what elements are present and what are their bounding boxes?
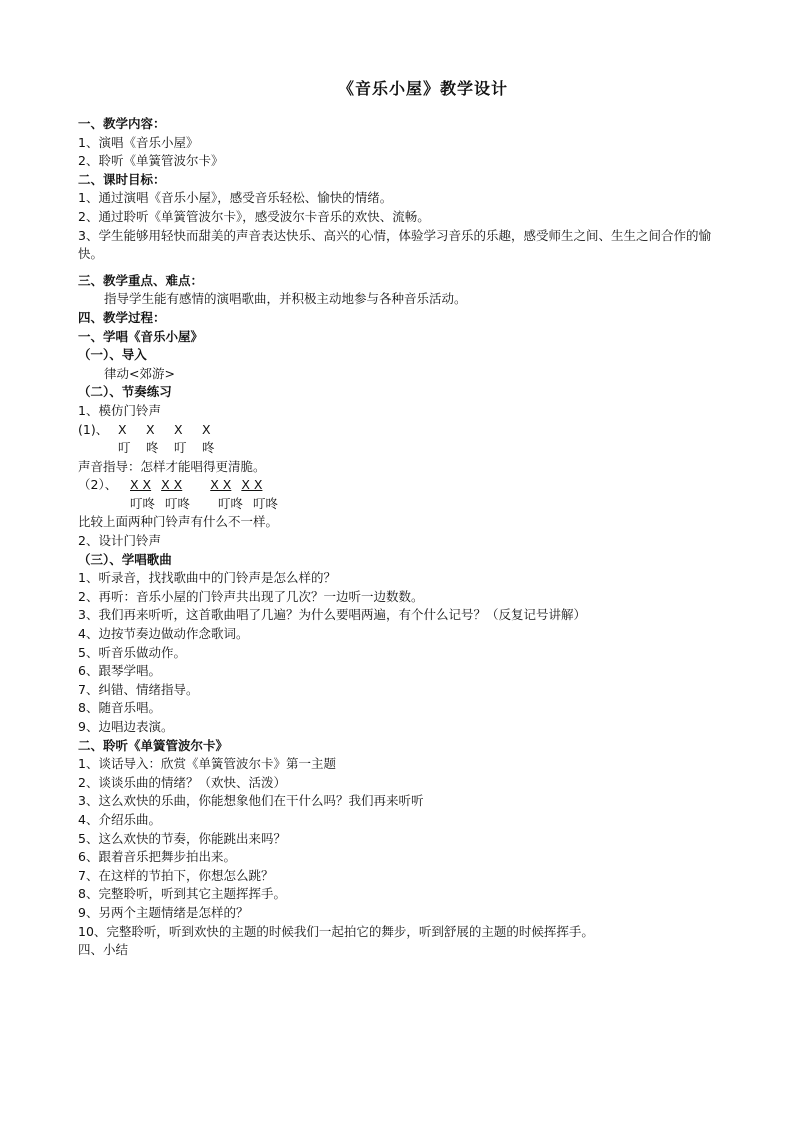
rhythm-lyric: 叮 [118,440,131,456]
rhythm-lyrics-2 [78,495,728,514]
rhythm-notation-1 [78,421,728,440]
rhythm-lyric: 叮咚 [130,495,156,511]
goal-item: 1、通过演唱《音乐小屋》，感受音乐轻松、愉快的情绪。 [78,190,393,206]
rhythm-lyric: 叮 [174,440,187,456]
rhythm-label: （2）、 [78,477,118,493]
rhythm-lyrics-1 [78,439,728,458]
section-heading-goals: 二、课时目标： [78,171,166,187]
rhythm-note-group: X X [161,477,183,493]
rhythm-item: 2、设计门铃声 [78,533,161,549]
rhythm-note: X [146,421,155,437]
learn-item: 3、我们再来听听，这首歌曲唱了几遍？为什么要唱两遍，有个什么记号？（反复记号讲解） [78,607,586,623]
learn-item: 6、跟琴学唱。 [78,663,161,679]
compare-text: 比较上面两种门铃声有什么不一样。 [78,514,279,530]
rhythm-item: 1、模仿门铃声 [78,402,161,418]
learn-item: 5、听音乐做动作。 [78,644,186,660]
listen-item: 10、完整聆听，听到欢快的主题的时候我们一起拍它的舞步，听到舒展的主题的时候挥挥手。 [78,923,594,939]
listen-item: 5、这么欢快的节奏，你能跳出来吗？ [78,830,286,846]
section-heading-process: 四、教学过程： [78,309,166,325]
learn-item: 8、随音乐唱。 [78,700,161,716]
step-heading-learn: （三）、学唱歌曲 [78,551,172,567]
step-text-intro: 律动<郊游> [104,365,175,381]
listen-item: 8、完整聆听，听到其它主题挥挥手。 [78,886,286,902]
rhythm-lyric: 咚 [146,440,159,456]
listen-item: 6、跟着音乐把舞步拍出来。 [78,849,236,865]
summary-heading: 四、小结 [78,942,129,958]
learn-item: 4、边按节奏边做动作念歌词。 [78,626,249,642]
rhythm-note-group: X X [130,477,152,493]
document-page [78,76,728,960]
listen-item: 1、谈话导入：欣赏《单簧管波尔卡》第一主题 [78,756,336,772]
rhythm-note-group: X X [241,477,263,493]
rhythm-notation-2 [78,476,728,495]
goal-item: 2、通过聆听《单簧管波尔卡》，感受波尔卡音乐的欢快、流畅。 [78,208,430,224]
rhythm-note: X [202,421,211,437]
rhythm-lyric: 叮咚 [253,495,279,511]
rhythm-lyric: 叮咚 [165,495,191,511]
learn-item: 7、纠错、情绪指导。 [78,681,199,697]
rhythm-lyric: 叮咚 [218,495,244,511]
listen-item: 3、这么欢快的乐曲，你能想象他们在干什么吗？我们再来听听 [78,793,424,809]
voice-guide: 声音指导：怎样才能唱得更清脆。 [78,458,266,474]
learn-item: 1、听录音，找找歌曲中的门铃声是怎么样的？ [78,570,336,586]
listen-item: 9、另两个主题情绪是怎样的？ [78,904,249,920]
rhythm-note-group: X X [210,477,232,493]
rhythm-note: X [174,421,183,437]
learn-item: 9、边唱边表演。 [78,719,174,734]
learn-item: 2、再听：音乐小屋的门铃声共出现了几次？一边听一边数数。 [78,588,424,604]
content-item: 1、演唱《音乐小屋》 [78,134,199,150]
section-heading-focus: 三、教学重点、难点： [78,272,204,288]
rhythm-lyric: 咚 [202,440,215,456]
goal-item: 3、学生能够用轻快而甜美的声音表达快乐、高兴的心情，体验学习音乐的乐趣，感受师生之间、生生之间合作的愉快。 [78,227,711,262]
section-heading-content: 一、教学内容： [78,116,166,131]
listen-item: 4、介绍乐曲。 [78,811,161,827]
rhythm-note: X [118,421,127,437]
part-heading-listen: 二、聆听《单簧管波尔卡》 [78,737,229,753]
listen-item: 2、谈谈乐曲的情绪？（欢快、活泼） [78,774,286,790]
rhythm-label: (1)、 [78,421,109,437]
listen-item: 7、在这样的节拍下，你想怎么跳？ [78,867,274,883]
part-heading-sing: 一、学唱《音乐小屋》 [78,328,204,344]
focus-text: 指导学生能有感情的演唱歌曲，并积极主动地参与各种音乐活动。 [104,291,467,307]
step-heading-rhythm: （二）、节奏练习 [78,384,172,400]
content-item: 2、聆听《单簧管波尔卡》 [78,153,224,169]
step-heading-intro: （一）、导入 [78,347,147,363]
document-title: 《音乐小屋》教学设计 [337,79,508,98]
